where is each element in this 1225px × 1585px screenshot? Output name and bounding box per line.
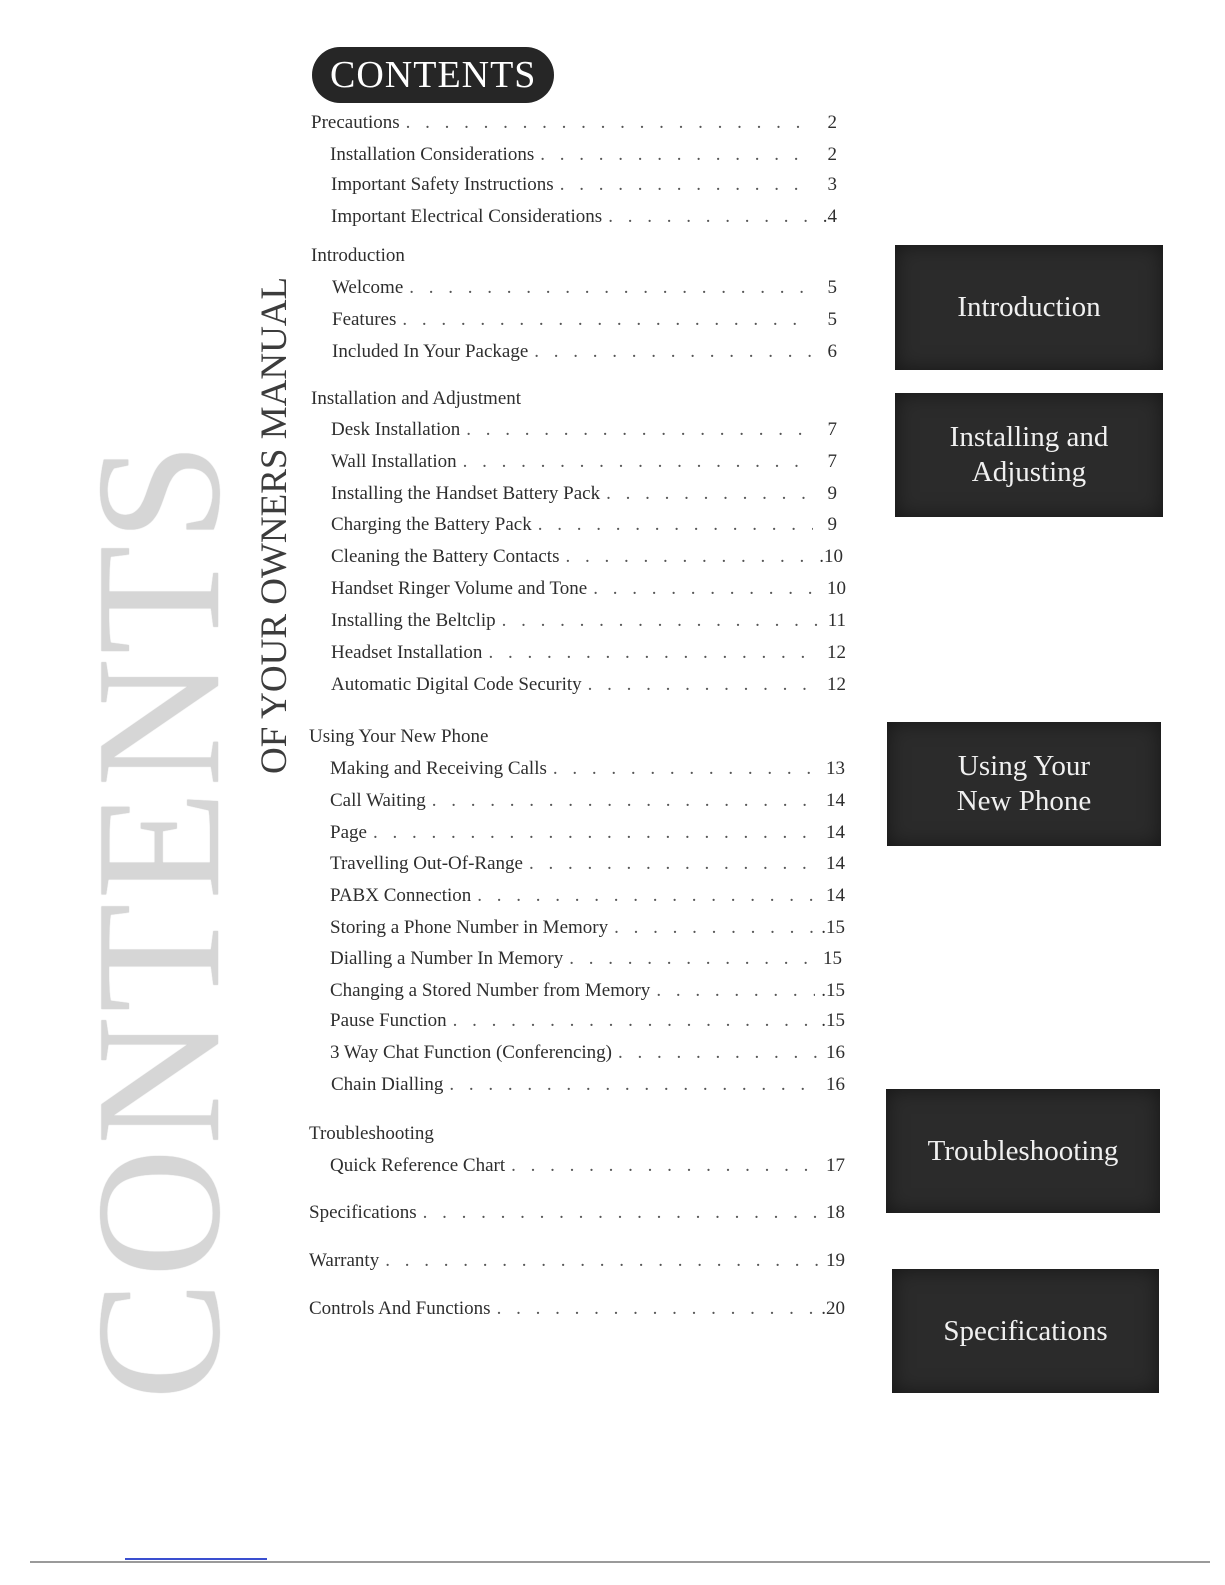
dot-leader — [614, 916, 815, 940]
dot-leader — [540, 143, 813, 167]
dot-leader — [423, 1201, 820, 1225]
toc-entry-page: .15 — [821, 917, 845, 938]
toc-entry-label: Storing a Phone Number in Memory — [330, 917, 609, 938]
toc-entry-page: 7 — [827, 451, 837, 472]
side-title-small: OF YOUR OWNERS MANUAL — [254, 276, 295, 774]
toc-entry[interactable] — [332, 308, 837, 332]
toc-entry-page: .4 — [822, 206, 837, 227]
tab-label: Installing and — [949, 421, 1109, 453]
toc-entry-label: 3 Way Chat Function (Conferencing) — [330, 1042, 613, 1063]
toc-entry-label: Automatic Digital Code Security — [331, 674, 582, 695]
toc-entry-page: .10 — [819, 546, 843, 567]
toc-entry[interactable] — [331, 577, 846, 601]
toc-entry-label: Cleaning the Battery Contacts — [331, 546, 560, 567]
toc-entry-page: 11 — [827, 610, 846, 631]
toc-entry[interactable] — [330, 1041, 845, 1065]
dot-leader — [402, 308, 813, 332]
toc-entry-page: 3 — [827, 174, 837, 195]
toc-entry-page: 18 — [826, 1202, 845, 1223]
tab-troubleshooting[interactable] — [886, 1089, 1160, 1213]
tab-label: Introduction — [957, 291, 1101, 323]
toc-entry-precautions[interactable] — [311, 111, 837, 135]
toc-entry-label: Desk Installation — [331, 419, 461, 440]
dot-leader — [560, 173, 813, 197]
toc-entry-page: 14 — [826, 885, 845, 906]
toc-entry[interactable] — [330, 979, 845, 1003]
toc-entry[interactable] — [330, 947, 842, 971]
toc-entry-label: Installing the Handset Battery Pack — [331, 483, 601, 504]
toc-entry-page: 7 — [827, 419, 837, 440]
page-bottom-link-mark — [125, 1558, 267, 1560]
toc-entry-label: Changing a Stored Number from Memory — [330, 980, 651, 1001]
toc-entry[interactable] — [330, 852, 845, 876]
toc-entry[interactable] — [330, 1154, 845, 1178]
toc-entry[interactable] — [332, 340, 837, 364]
toc-entry-page: 15 — [823, 948, 842, 969]
toc-entry-page: 6 — [827, 341, 837, 362]
dot-leader — [569, 947, 817, 971]
dot-leader — [538, 513, 813, 537]
toc-entry-label: Important Electrical Considerations — [331, 206, 603, 227]
toc-entry-page: 2 — [827, 144, 837, 165]
dot-leader — [488, 641, 821, 665]
toc-entry-label: Making and Receiving Calls — [330, 758, 547, 779]
tab-label: Using Your — [957, 750, 1091, 782]
dot-leader — [553, 757, 820, 781]
toc-entry-label: Travelling Out-Of-Range — [330, 853, 523, 874]
dot-leader — [373, 821, 820, 845]
toc-entry-label: Warranty — [309, 1250, 380, 1271]
tab-specifications[interactable] — [892, 1269, 1159, 1393]
toc-entry-page: 16 — [826, 1074, 845, 1095]
toc-entry[interactable] — [331, 173, 837, 197]
toc-entry-page: .20 — [821, 1298, 845, 1319]
dot-leader — [385, 1249, 820, 1273]
toc-entry-page: 2 — [827, 112, 837, 133]
toc-entry[interactable] — [331, 609, 846, 633]
dot-leader — [606, 482, 813, 506]
toc-entry-label: Quick Reference Chart — [330, 1155, 506, 1176]
toc-entry-page: 17 — [826, 1155, 845, 1176]
toc-entry[interactable] — [331, 513, 837, 537]
toc-entry-label: Important Safety Instructions — [331, 174, 554, 195]
toc-entry-warranty[interactable] — [309, 1249, 845, 1273]
toc-section-introduction[interactable]: Introduction — [311, 245, 405, 266]
toc-entry-label: PABX Connection — [330, 885, 472, 906]
dot-leader — [608, 205, 813, 229]
toc-entry-label: Included In Your Package — [332, 341, 529, 362]
toc-entry-page: 5 — [827, 309, 837, 330]
dot-leader — [477, 884, 820, 908]
toc-entry[interactable] — [331, 450, 837, 474]
toc-entry-controls[interactable] — [309, 1297, 845, 1321]
dot-leader — [406, 111, 813, 135]
toc-entry-page: 12 — [827, 674, 846, 695]
dot-leader — [432, 789, 820, 813]
toc-entry-label: Precautions — [311, 112, 400, 133]
toc-entry-label: Specifications — [309, 1202, 417, 1223]
dot-leader — [618, 1041, 820, 1065]
dot-leader — [593, 577, 821, 601]
toc-entry-label: Wall Installation — [331, 451, 457, 472]
dot-leader — [511, 1154, 820, 1178]
toc-entry-label: Installing the Beltclip — [331, 610, 496, 631]
toc-entry[interactable] — [331, 1073, 845, 1097]
toc-entry-label: Pause Function — [330, 1010, 447, 1031]
toc-entry-specifications[interactable] — [309, 1201, 845, 1225]
dot-leader — [565, 545, 813, 569]
toc-entry-label: Call Waiting — [330, 790, 426, 811]
toc-entry-page: .15 — [821, 1010, 845, 1031]
toc-entry-label: Installation Considerations — [330, 144, 535, 165]
page-bottom-rule — [30, 1561, 1210, 1563]
toc-entry[interactable] — [331, 545, 843, 569]
dot-leader — [529, 852, 820, 876]
toc-section-installation[interactable]: Installation and Adjustment — [311, 388, 522, 409]
toc-entry[interactable] — [330, 884, 845, 908]
dot-leader — [588, 673, 821, 697]
toc-entry-label: Handset Ringer Volume and Tone — [331, 578, 588, 599]
toc-entry[interactable] — [332, 276, 837, 300]
tab-label: New Phone — [956, 785, 1092, 817]
dot-leader — [497, 1297, 816, 1321]
toc-entry[interactable] — [331, 673, 846, 697]
toc-entry-page: 13 — [826, 758, 845, 779]
tab-introduction[interactable] — [895, 245, 1163, 370]
tab-using-your-new-phone[interactable] — [887, 722, 1161, 846]
toc-entry-page: 10 — [827, 578, 846, 599]
toc-entry[interactable] — [330, 789, 845, 813]
dot-leader — [534, 340, 813, 364]
dot-leader — [502, 609, 822, 633]
toc-section-using-phone[interactable]: Using Your New Phone — [309, 726, 489, 747]
toc-entry-label: Chain Dialling — [331, 1074, 444, 1095]
tab-installing-adjusting[interactable] — [895, 393, 1163, 517]
toc-entry[interactable] — [331, 482, 837, 506]
toc-entry-label: Controls And Functions — [309, 1298, 491, 1319]
toc-entry[interactable] — [330, 821, 845, 845]
dot-leader — [656, 979, 815, 1003]
toc-entry[interactable] — [331, 641, 846, 665]
tab-label: Troubleshooting — [927, 1134, 1119, 1167]
toc-entry-page: 14 — [826, 853, 845, 874]
dot-leader — [449, 1073, 820, 1097]
dot-leader — [463, 450, 813, 474]
toc-entry-page: 9 — [827, 514, 837, 535]
side-title-large: CONTENTS — [59, 438, 257, 1400]
toc-entry-label: Page — [330, 822, 367, 843]
tab-label: Specifications — [943, 1314, 1108, 1347]
dot-leader — [453, 1009, 816, 1033]
toc-entry-page: 5 — [827, 277, 837, 298]
contents-title-pill: CONTENTS — [312, 47, 554, 103]
toc-entry[interactable] — [331, 205, 837, 229]
toc-entry-page: 9 — [827, 483, 837, 504]
toc-entry[interactable] — [330, 757, 845, 781]
toc-entry[interactable] — [330, 143, 837, 167]
dot-leader — [409, 276, 813, 300]
toc-entry-label: Dialling a Number In Memory — [330, 948, 564, 969]
tab-label: Adjusting — [971, 456, 1087, 488]
toc-entry[interactable] — [330, 1009, 845, 1033]
toc-entry-label: Features — [332, 309, 397, 330]
toc-entry-page: 14 — [826, 822, 845, 843]
toc-entry[interactable] — [331, 418, 837, 442]
dot-leader — [466, 418, 813, 442]
toc-entry-page: 14 — [826, 790, 845, 811]
toc-entry-label: Welcome — [332, 277, 404, 298]
toc-entry-label: Charging the Battery Pack — [331, 514, 532, 535]
toc-entry-page: 19 — [826, 1250, 845, 1271]
toc-entry-page: 12 — [827, 642, 846, 663]
toc-entry-label: Headset Installation — [331, 642, 483, 663]
toc-entry-page: 16 — [826, 1042, 845, 1063]
toc-section-troubleshooting[interactable]: Troubleshooting — [309, 1123, 434, 1144]
toc-entry[interactable] — [330, 916, 845, 940]
toc-entry-page: .15 — [821, 980, 845, 1001]
